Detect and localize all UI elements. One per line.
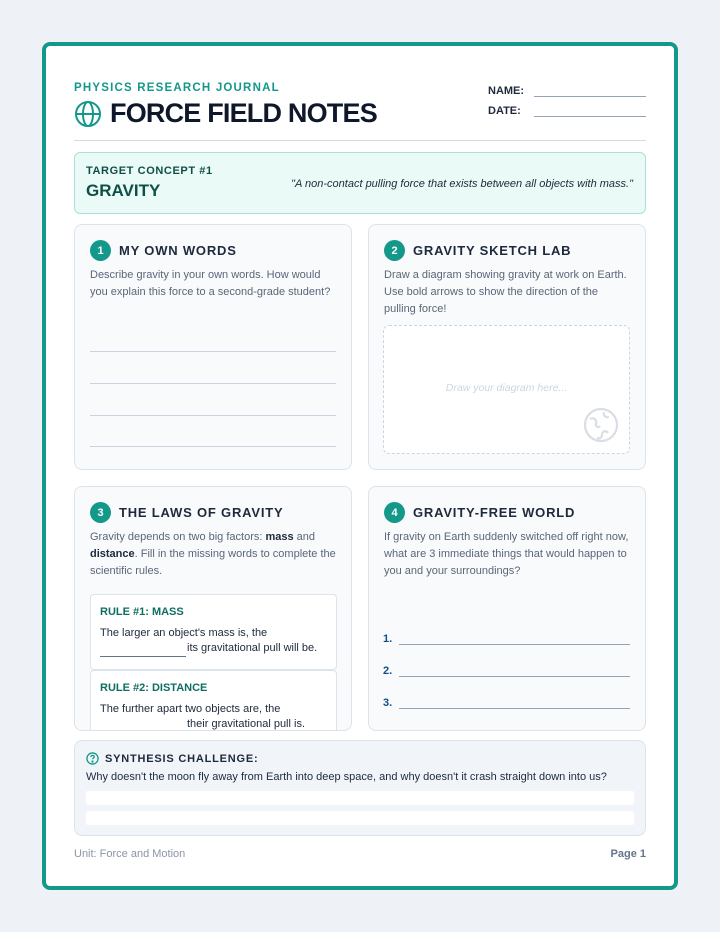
answer-line[interactable] xyxy=(399,699,630,709)
writing-line[interactable] xyxy=(90,383,336,384)
section-my-own-words xyxy=(74,224,352,470)
target-concept-banner xyxy=(74,152,646,214)
section-number-badge: 3 xyxy=(90,502,111,523)
section-title: MY OWN WORDS xyxy=(119,243,237,258)
synthesis-answer-line[interactable] xyxy=(86,791,634,805)
answer-line[interactable] xyxy=(399,635,630,645)
page-title: FORCE FIELD NOTES xyxy=(110,98,377,128)
footer-page-number: Page 1 xyxy=(610,848,646,860)
section-number-badge: 1 xyxy=(90,240,111,261)
synthesis-question: Why doesn't the moon fly away from Earth into deep space, and why doesn't it crash straight down into us? xyxy=(86,771,607,783)
concept-label: TARGET CONCEPT #1 xyxy=(86,165,213,177)
writing-line[interactable] xyxy=(90,446,336,447)
section-instructions xyxy=(90,529,337,580)
answer-line[interactable] xyxy=(399,667,630,677)
sketch-drawing-area[interactable] xyxy=(383,325,630,454)
section-laws-of-gravity xyxy=(74,486,352,731)
date-label: DATE: xyxy=(488,105,521,117)
rule-card-distance xyxy=(90,670,337,731)
section-header xyxy=(90,240,237,261)
numbered-answer-line[interactable] xyxy=(383,695,630,709)
section-instructions: Draw a diagram showing gravity at work on Earth. Use bold arrows to show the direction of the pulling force! xyxy=(384,269,627,315)
keyword-distance: distance xyxy=(90,548,135,560)
instructions-text: . Fill in the missing words to complete the scientific rules. xyxy=(90,548,336,577)
instructions-text: and xyxy=(293,531,316,543)
section-number-badge: 2 xyxy=(384,240,405,261)
numbered-answer-line[interactable] xyxy=(383,631,630,645)
numbered-answer-line[interactable] xyxy=(383,663,630,677)
date-row xyxy=(488,97,646,117)
writing-line[interactable] xyxy=(90,415,336,416)
rule-text: its gravitational pull will be. xyxy=(187,642,318,654)
section-title: THE LAWS OF GRAVITY xyxy=(119,505,284,520)
sketch-placeholder: Draw your diagram here... xyxy=(445,382,568,394)
synthesis-challenge xyxy=(74,740,646,836)
worksheet-page xyxy=(42,42,678,890)
rule-blank-field[interactable] xyxy=(100,656,186,657)
synthesis-header xyxy=(86,752,259,765)
rule-card-mass xyxy=(90,594,337,670)
title-row xyxy=(74,98,377,129)
keyword-mass: mass xyxy=(265,531,294,543)
section-instructions: If gravity on Earth suddenly switched off right now, what are 3 immediate things that would happen to you and your surroundings? xyxy=(384,531,629,577)
student-meta xyxy=(488,77,646,117)
writing-line[interactable] xyxy=(90,351,336,352)
header-divider xyxy=(74,140,646,141)
synthesis-title: SYNTHESIS CHALLENGE: xyxy=(105,752,259,765)
concept-definition: "A non-contact pulling force that exists between all objects with mass." xyxy=(291,178,633,190)
section-number-badge: 4 xyxy=(384,502,405,523)
name-label: NAME: xyxy=(488,85,525,97)
rule-text: The larger an object's mass is, the xyxy=(100,627,268,639)
synthesis-answer-line[interactable] xyxy=(86,811,634,825)
section-header xyxy=(90,502,283,523)
instructions-text: Gravity depends on two big factors: xyxy=(90,531,266,543)
footer-unit: Unit: Force and Motion xyxy=(74,848,186,860)
section-gravity-free-world xyxy=(368,486,646,731)
globe-icon xyxy=(74,100,102,128)
item-number: 2. xyxy=(383,665,393,677)
section-header xyxy=(384,502,575,523)
rule-title: RULE #1: MASS xyxy=(100,606,184,618)
section-title: GRAVITY SKETCH LAB xyxy=(413,243,572,258)
name-row xyxy=(488,77,646,97)
concept-title: GRAVITY xyxy=(86,181,161,200)
rule-text: their gravitational pull is. xyxy=(187,718,306,730)
name-field[interactable] xyxy=(534,84,646,97)
section-header xyxy=(384,240,571,261)
section-title: GRAVITY-FREE WORLD xyxy=(413,505,576,520)
journal-eyebrow: PHYSICS RESEARCH JOURNAL xyxy=(74,82,280,94)
rule-title: RULE #2: DISTANCE xyxy=(100,682,208,694)
question-circle-icon xyxy=(86,752,99,765)
earth-icon xyxy=(582,406,620,444)
rule-text: The further apart two objects are, the xyxy=(100,703,281,715)
section-gravity-sketch-lab xyxy=(368,224,646,470)
item-number: 1. xyxy=(383,633,393,645)
section-instructions: Describe gravity in your own words. How would you explain this force to a second-grade student? xyxy=(90,269,331,298)
item-number: 3. xyxy=(383,697,393,709)
date-field[interactable] xyxy=(534,104,646,117)
